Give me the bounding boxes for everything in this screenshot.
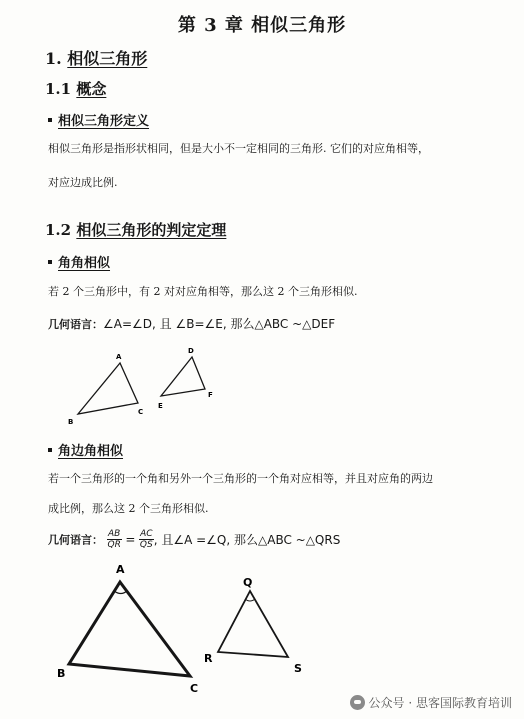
vertex-label-a: A — [116, 353, 122, 361]
sas-triangles-figure — [50, 558, 330, 698]
definition-line-2: 对应边成比例. — [48, 176, 118, 189]
definition-heading-text: 相似三角形定义 — [58, 114, 150, 129]
section-1-2-heading — [45, 219, 226, 240]
sas-paragraph — [48, 470, 478, 518]
section-1-2-title: 相似三角形的判定定理 — [76, 221, 227, 239]
vertex-label-e: E — [158, 402, 163, 410]
aa-heading-text: 角角相似 — [58, 256, 111, 271]
aa-paragraph: 若 2 个三角形中，有 2 对对应角相等，那么这 2 个三角形相似. — [48, 285, 358, 298]
vertex-label-c-large: C — [190, 682, 199, 695]
aa-heading — [48, 252, 110, 271]
vertex-label-s: S — [294, 662, 302, 675]
triangle-abc-large — [69, 582, 190, 676]
definition-heading — [48, 110, 149, 129]
vertex-label-a-large: A — [116, 563, 125, 576]
fraction-denominator: QS — [139, 540, 153, 550]
sas-line-1: 若一个三角形的一个角和另外一个三角形的一个角对应相等，并且对应角的两边 — [48, 472, 433, 485]
triangle-def — [161, 357, 205, 396]
section-1-title: 相似三角形 — [67, 49, 148, 68]
wechat-icon — [350, 695, 365, 710]
section-1-heading — [45, 46, 147, 69]
sas-heading-text: 角边角相似 — [58, 444, 124, 459]
sas-line-2: 成比例，那么这 2 个三角形相似. — [48, 502, 209, 515]
section-1-1-heading — [45, 78, 106, 99]
watermark — [350, 694, 512, 711]
vertex-label-b: B — [68, 418, 74, 426]
aa-triangles-figure — [60, 340, 260, 435]
section-1-1-number: 1.1 — [45, 80, 72, 98]
fraction-ab-qr — [107, 529, 122, 550]
bullet-icon — [48, 448, 52, 452]
bullet-icon — [48, 260, 52, 264]
definition-line-1: 相似三角形是指形状相同，但是大小不一定相同的三角形. 它们的对应角相等， — [48, 142, 429, 155]
aa-geo-label: 几何语言： — [48, 318, 103, 331]
equals-sign: = — [125, 532, 136, 547]
section-1-number: 1. — [45, 49, 62, 68]
definition-paragraph — [48, 140, 478, 192]
aa-geometry-statement — [48, 315, 335, 332]
fraction-numerator: AB — [108, 529, 121, 539]
sas-geo-math: , 且∠A =∠Q, 那么△ABC ~△QRS — [153, 533, 341, 547]
sas-geometry-statement — [48, 529, 340, 550]
section-1-1-title: 概念 — [76, 80, 107, 98]
vertex-label-c: C — [138, 408, 144, 416]
section-1-2-number: 1.2 — [45, 221, 72, 239]
watermark-text: 公众号 · 思客国际教育培训 — [368, 696, 512, 710]
vertex-label-f: F — [208, 391, 213, 399]
vertex-label-r: R — [204, 652, 213, 665]
sas-geo-label: 几何语言： — [48, 533, 103, 547]
triangle-abc — [78, 363, 138, 414]
sas-heading — [48, 440, 123, 459]
vertex-label-q: Q — [243, 576, 253, 589]
triangle-qrs — [218, 591, 288, 657]
fraction-denominator: QR — [107, 540, 121, 550]
fraction-numerator: AC — [140, 529, 153, 539]
aa-geo-math: ∠A=∠D, 且 ∠B=∠E, 那么△ABC ~△DEF — [103, 317, 336, 331]
bullet-icon — [48, 118, 52, 122]
vertex-label-b-large: B — [57, 667, 66, 680]
chapter-title: 第 3 章 相似三角形 — [177, 15, 347, 36]
fraction-ac-qs — [139, 529, 154, 550]
angle-arc-a — [114, 591, 127, 594]
vertex-label-d: D — [188, 347, 194, 355]
